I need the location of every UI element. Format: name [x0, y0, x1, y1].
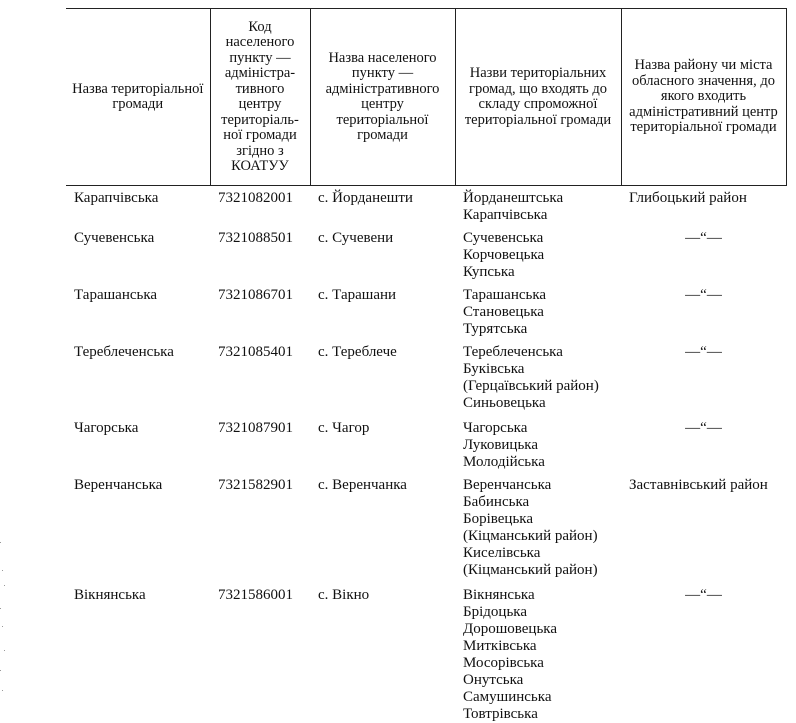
cell-district: —“—	[621, 412, 786, 471]
cell-member-communities	[455, 281, 621, 338]
cell-center-name: с. Чагор	[310, 412, 455, 471]
cell-member-communities	[455, 186, 621, 225]
table-row	[66, 338, 786, 412]
header-member-communities: Назви територіальних громад, що входять до складу спроможної територіальної громади	[455, 9, 621, 186]
member-community: (Герцаївський район)	[463, 378, 621, 395]
table-row	[66, 281, 786, 338]
member-community: Мосорівська	[463, 655, 621, 672]
cell-district: —“—	[621, 224, 786, 281]
cell-center-name: с. Сучевени	[310, 224, 455, 281]
member-community: (Кіцманський район)	[463, 528, 621, 545]
member-community: Самушинська	[463, 689, 621, 706]
table-row	[66, 579, 786, 723]
table-header	[66, 9, 786, 186]
scan-speck	[4, 585, 5, 586]
table-row	[66, 412, 786, 471]
cell-center-name: с. Тарашани	[310, 281, 455, 338]
cell-community-name: Тереблеченська	[66, 338, 210, 412]
cell-member-communities	[455, 412, 621, 471]
scan-speck	[2, 690, 3, 691]
scan-speck	[0, 542, 1, 543]
member-community: Борівецька	[463, 511, 621, 528]
member-community: Буківська	[463, 361, 621, 378]
cell-community-name: Тарашанська	[66, 281, 210, 338]
member-community: Купська	[463, 264, 621, 281]
scan-speck	[0, 670, 1, 671]
cell-koatuu-code: 7321086701	[210, 281, 310, 338]
cell-member-communities	[455, 338, 621, 412]
member-community: Брідоцька	[463, 604, 621, 621]
header-community-name: Назва територіальної громади	[66, 9, 210, 186]
table-row	[66, 471, 786, 579]
member-community: Молодійська	[463, 454, 621, 471]
cell-community-name: Чагорська	[66, 412, 210, 471]
cell-koatuu-code: 7321085401	[210, 338, 310, 412]
header-center-name: Назва населеного пункту — адміністративного центру територіальної громади	[310, 9, 455, 186]
member-community: Карапчівська	[463, 207, 621, 224]
member-community: Бабинська	[463, 494, 621, 511]
cell-koatuu-code: 7321082001	[210, 186, 310, 225]
cell-center-name: с. Вікно	[310, 579, 455, 723]
communities-table	[66, 8, 787, 723]
cell-district: —“—	[621, 579, 786, 723]
cell-district: Глибоцький район	[621, 186, 786, 225]
member-community: Синьовецька	[463, 395, 621, 412]
cell-center-name: с. Тереблече	[310, 338, 455, 412]
table-body	[66, 186, 786, 723]
scan-speck	[2, 570, 3, 571]
scan-edge-specks	[0, 530, 10, 710]
member-community: Онутська	[463, 672, 621, 689]
cell-community-name: Веренчанська	[66, 471, 210, 579]
cell-center-name: с. Веренчанка	[310, 471, 455, 579]
header-district: Назва району чи міста обласного значення, до якого входить адміністративний центр територіальної громади	[621, 9, 786, 186]
member-community: Корчовецька	[463, 247, 621, 264]
member-community: Митківська	[463, 638, 621, 655]
cell-koatuu-code: 7321088501	[210, 224, 310, 281]
cell-koatuu-code: 7321087901	[210, 412, 310, 471]
member-community: Вікнянська	[463, 587, 621, 604]
scan-speck	[0, 608, 1, 609]
member-community: Веренчанська	[463, 477, 621, 494]
member-community: Турятська	[463, 321, 621, 338]
member-community: Луковицька	[463, 437, 621, 454]
cell-community-name: Карапчівська	[66, 186, 210, 225]
scan-speck	[4, 650, 5, 651]
header-koatuu-code: Код населеного пункту — адміністра-тивного центру територіаль-ної громади згідно з КОАТУУ	[210, 9, 310, 186]
member-community: Йорданештська	[463, 190, 621, 207]
cell-community-name: Сучевенська	[66, 224, 210, 281]
table-row	[66, 224, 786, 281]
cell-district: —“—	[621, 281, 786, 338]
scan-speck	[2, 626, 3, 627]
member-community: Тарашанська	[463, 287, 621, 304]
cell-community-name: Вікнянська	[66, 579, 210, 723]
cell-member-communities	[455, 471, 621, 579]
member-community: (Кіцманський район)	[463, 562, 621, 579]
cell-koatuu-code: 7321586001	[210, 579, 310, 723]
member-community: Становецька	[463, 304, 621, 321]
cell-district: Заставнівський район	[621, 471, 786, 579]
cell-district: —“—	[621, 338, 786, 412]
cell-center-name: с. Йорданешти	[310, 186, 455, 225]
member-community: Дорошовецька	[463, 621, 621, 638]
member-community: Товтрівська	[463, 706, 621, 723]
member-community: Киселівська	[463, 545, 621, 562]
communities-table-container	[66, 8, 786, 723]
cell-member-communities	[455, 224, 621, 281]
member-community: Тереблеченська	[463, 344, 621, 361]
cell-member-communities	[455, 579, 621, 723]
member-community: Сучевенська	[463, 230, 621, 247]
table-row	[66, 186, 786, 225]
member-community: Чагорська	[463, 420, 621, 437]
cell-koatuu-code: 7321582901	[210, 471, 310, 579]
